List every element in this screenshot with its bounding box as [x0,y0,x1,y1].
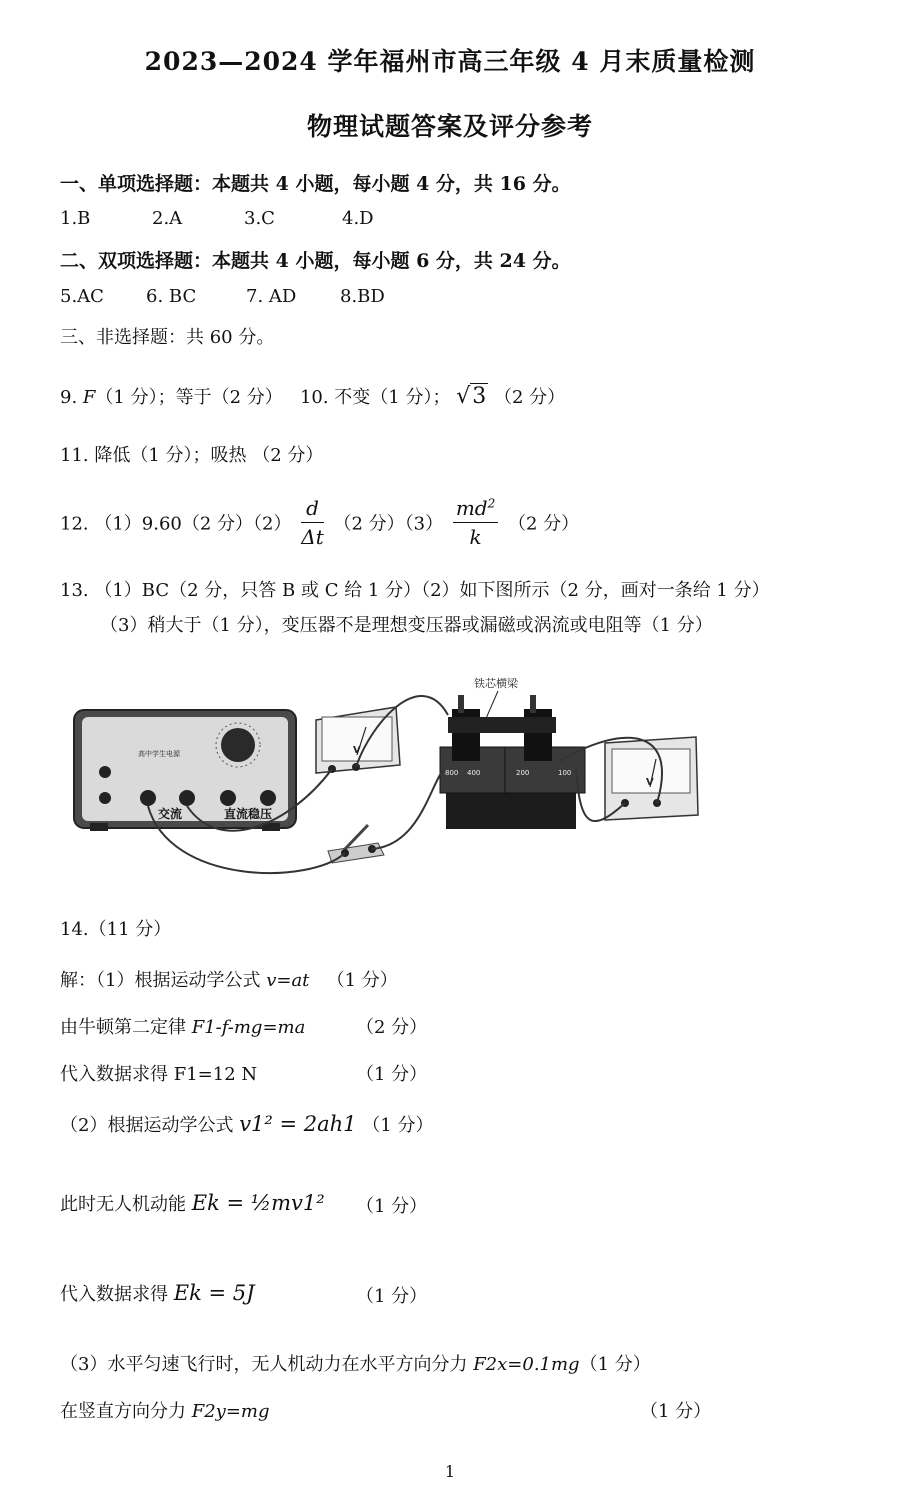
q14-l1-text: 解：（1）根据运动学公式 [60,970,261,991]
q10-text: 10. 不变（1 分）； [299,387,451,408]
q14-l5-score: （1 分） [356,1196,428,1217]
q9-10-line [60,383,565,409]
q12-frac1-num: d [301,496,323,523]
section1-heading: 一、单项选择题：本题共 4 小题，每小题 4 分，共 16 分。 [60,173,571,195]
voltmeter-left-symbol: V [353,745,361,756]
coil-label-4: 100 [558,769,572,777]
power-supply [74,710,296,831]
q14-l3-eq: F1=12 N [173,1064,258,1085]
q12-part1: 12. （1）9.60（2 分）（2） [60,513,292,535]
q14-line3 [60,1060,257,1086]
q14-line7 [60,1350,651,1376]
q14-line6 [60,1280,255,1306]
q12-part2: （2 分）（3） [333,513,444,535]
section1-answer-1: 1.B [60,208,91,229]
q14-l4-eq: v1² = 2ah1 [239,1112,357,1136]
transformer-apparatus-figure [60,665,710,895]
q12-fraction-2 [453,496,498,549]
coil-label-3: 200 [516,769,530,777]
knife-switch [328,825,384,863]
section1-answer-4: 4.D [342,208,374,229]
section2-answer-8: 8.BD [340,286,385,307]
q14-l7-score: （1 分） [579,1354,651,1375]
transformer [440,676,585,829]
q14-l8-text: 在竖直方向分力 [60,1401,186,1422]
q12-frac2-num-wrap [453,496,498,523]
q10-sqrt: √3 [456,384,487,409]
page-number: 1 [444,1462,456,1481]
coil-label-2: 400 [467,769,481,777]
q14-l2-eq: F1-f-mg=ma [191,1017,306,1038]
page-subtitle: 物理试题答案及评分参考 [306,112,593,141]
q14-line4 [60,1111,433,1137]
coil-label-1: 800 [445,769,459,777]
q9-rest: （1 分）；等于（2 分） [95,387,283,408]
q14-line8 [60,1397,270,1423]
section3-heading: 三、非选择题：共 60 分。 [60,327,275,348]
q14-l5-eq: Ek = ½mv1² [191,1191,325,1215]
q12-frac2-den: k [469,525,482,549]
q14-l1-score: （1 分） [326,970,398,991]
section2-answer-5: 5.AC [60,286,104,307]
page-title: 2023—2024 学年福州市高三年级 4 月末质量检测 [144,47,756,76]
q14-l6-text: 代入数据求得 [60,1284,168,1305]
q14-l4-text: （2）根据运动学公式 [60,1115,234,1136]
q14-l2-text: 由牛顿第二定律 [60,1017,186,1038]
q12-fraction-1 [301,496,323,549]
q14-l3-text: 代入数据求得 [60,1064,168,1085]
q14-l5-text: 此时无人机动能 [60,1194,186,1215]
q14-l8-eq: F2y=mg [191,1401,270,1422]
q14-l4-score: （1 分） [362,1115,434,1136]
core-beam-label: 铁芯横梁 [474,677,518,690]
q12-frac2-num: md [455,496,488,520]
q12-line [60,496,579,549]
q14-line1 [60,966,398,992]
supply-label: 高中学生电源 [138,750,180,758]
dc-label: 直流稳压 [224,807,273,821]
voltmeter-right-symbol: V [646,777,654,788]
ac-label: 交流 [158,807,183,821]
q14-l1-eq: v=at [266,970,310,991]
q11-line: 11. 降低（1 分）；吸热 （2 分） [60,445,324,466]
q14-heading: 14.（11 分） [60,919,172,940]
section1-answer-3: 3.C [244,208,275,229]
q14-l7-text: （3）水平匀速飞行时，无人机动力在水平方向分力 [60,1354,468,1375]
q14-l7-eq: F2x=0.1mg [473,1354,580,1375]
q14-line5 [60,1190,325,1216]
q14-l6-score: （1 分） [356,1286,428,1307]
section2-answer-7: 7. AD [246,286,297,307]
q14-line2 [60,1013,305,1039]
q14-l3-score: （1 分） [356,1064,428,1085]
q14-l6-eq: Ek = 5J [173,1281,255,1305]
q14-l8-score: （1 分） [640,1401,712,1422]
q10-sqrt-value: 3 [472,384,487,409]
section2-answer-6: 6. BC [146,286,197,307]
section1-answer-2: 2.A [152,208,183,229]
q13-line2: （3）稍大于（1 分），变压器不是理想变压器或漏磁或涡流或电阻等（1 分） [100,615,713,636]
q12-frac2-sup: 2 [487,496,496,511]
q12-part3: （2 分） [508,513,580,535]
q14-l2-score: （2 分） [356,1017,428,1038]
q12-frac1-den: Δt [301,525,324,549]
q9-var: F [82,387,96,408]
q13-line1: 13. （1）BC（2 分，只答 B 或 C 给 1 分）（2）如下图所示（2 分，画对一条给 1 分） [60,580,770,601]
q9-number: 9. [60,387,78,408]
section2-heading: 二、双项选择题：本题共 4 小题，每小题 6 分，共 24 分。 [60,250,571,272]
q10-score: （2 分） [493,387,566,408]
